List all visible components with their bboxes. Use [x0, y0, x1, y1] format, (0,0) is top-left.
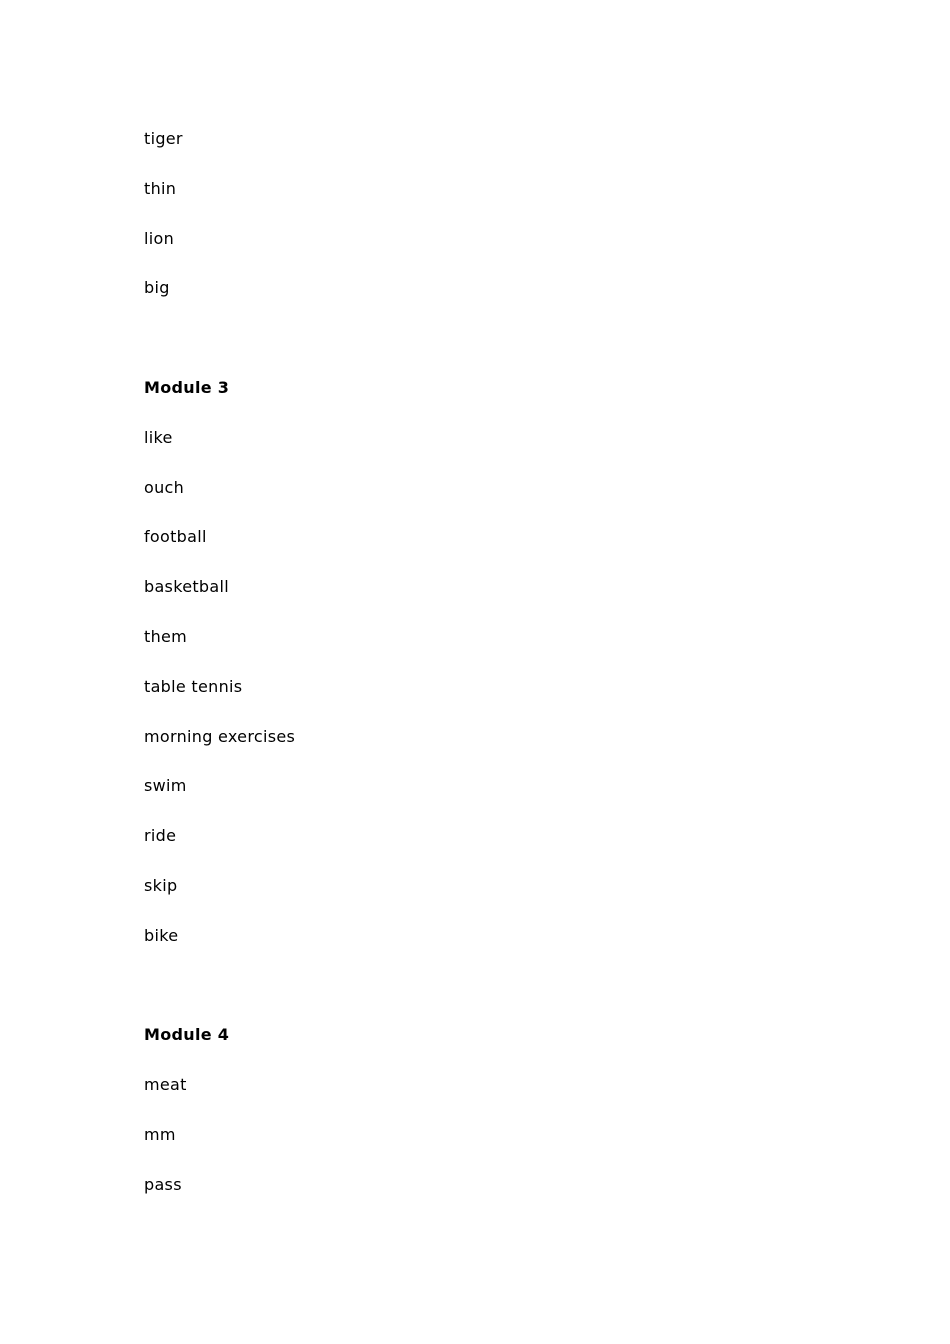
word-line: pass — [144, 1175, 182, 1194]
word-line: morning exercises — [144, 727, 296, 746]
word-line: basketball — [144, 577, 229, 596]
word-line: lion — [144, 229, 175, 248]
word-line: mm — [144, 1125, 176, 1144]
word-line: big — [144, 278, 170, 297]
word-line: them — [144, 627, 188, 646]
module-heading: Module 4 — [144, 1025, 230, 1044]
word-line: like — [144, 428, 173, 447]
word-line: football — [144, 527, 207, 546]
module-heading: Module 3 — [144, 378, 230, 397]
word-line: swim — [144, 776, 187, 795]
word-line: ride — [144, 826, 177, 845]
word-line: thin — [144, 179, 177, 198]
word-line: ouch — [144, 478, 185, 497]
word-line: table tennis — [144, 677, 243, 696]
word-line: bike — [144, 926, 179, 945]
word-line: tiger — [144, 129, 183, 148]
word-line: meat — [144, 1075, 187, 1094]
word-line: skip — [144, 876, 178, 895]
